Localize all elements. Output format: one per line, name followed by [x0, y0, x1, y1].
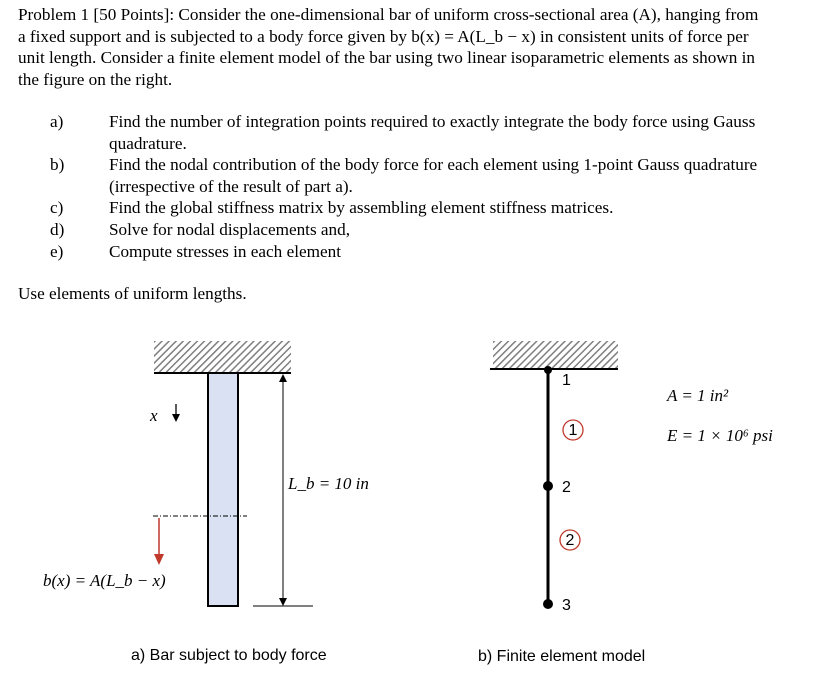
part-label: c) — [50, 198, 64, 218]
node-2-marker — [543, 481, 553, 491]
node-3-label: 3 — [562, 597, 571, 614]
node-1-marker — [544, 366, 552, 374]
part-text: Compute stresses in each element — [109, 241, 341, 261]
area-property: A = 1 in² — [667, 386, 729, 405]
element-1-label: 1 — [568, 422, 578, 439]
dimension-arrow-top — [279, 374, 287, 382]
bar — [208, 373, 238, 606]
node-1-label: 1 — [562, 372, 571, 389]
length-label: L_b = 10 in — [288, 474, 369, 493]
part-label: d) — [50, 219, 65, 239]
part-text: quadrature. — [109, 133, 187, 153]
part-text: Find the global stiffness matrix by assembling element stiffness matrices. — [109, 198, 614, 218]
part-label: e) — [50, 241, 64, 261]
part-text: (irrespective of the result of part a). — [109, 176, 353, 196]
x-arrowhead — [172, 414, 180, 422]
node-3-marker — [543, 599, 553, 609]
body-force-arrowhead — [154, 554, 164, 565]
problem-line-3: unit length. Consider a finite element model of the bar using two linear isoparametric elements as shown in — [18, 48, 755, 68]
uniform-note: Use elements of uniform lengths. — [18, 284, 247, 303]
part-text: Find the nodal contribution of the body force for each element using 1-point Gauss quadrature — [109, 155, 758, 175]
part-label: b) — [50, 155, 65, 175]
x-label: x — [150, 406, 158, 425]
part-text: Find the number of integration points required to exactly integrate the body force using Gauss — [109, 112, 756, 131]
element-2-label: 2 — [565, 532, 575, 549]
support-hatch — [154, 341, 291, 372]
figure-b-caption: b) Finite element model — [478, 648, 646, 665]
problem-line-2: a fixed support and is subjected to a body force given by b(x) = A(L_b − x) in consistent units of force per — [18, 26, 749, 46]
dimension-arrow-bottom — [279, 598, 287, 606]
problem-line-1: Problem 1 [50 Points]: Consider the one-dimensional bar of uniform cross-sectional area (A), hanging from — [18, 5, 759, 24]
node-2-label: 2 — [562, 479, 571, 496]
part-text: Solve for nodal displacements and, — [109, 219, 351, 239]
problem-line-4: the figure on the right. — [18, 69, 173, 89]
figure-a — [43, 341, 369, 664]
part-label: a) — [50, 112, 64, 131]
modulus-property: E = 1 × 10⁶ psi — [667, 426, 773, 445]
figure-a-caption: a) Bar subject to body force — [131, 647, 327, 664]
body-force-label: b(x) = A(L_b − x) — [43, 571, 166, 590]
support-hatch — [493, 341, 618, 368]
figure-b — [478, 341, 645, 665]
